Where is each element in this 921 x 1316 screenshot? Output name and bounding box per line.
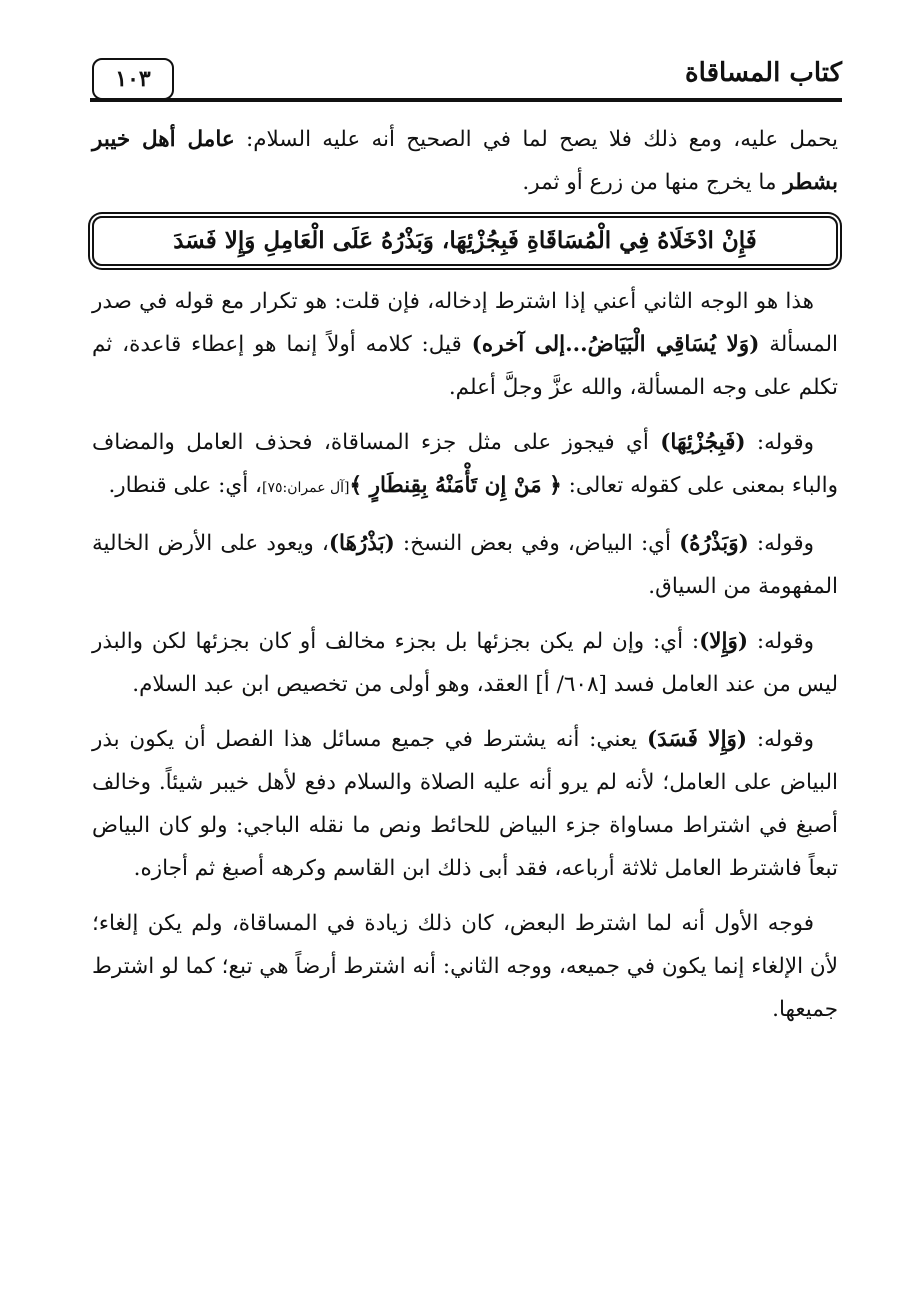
paragraph-7: فوجه الأول أنه لما اشترط البعض، كان ذلك زيادة في المساقاة، ولم يكن إلغاء؛ لأن الإلغاء إنما يكون في جميعه، ووجه الثاني: أنه اشترط أرضاً هي تبع؛ كما لو اشترط جميعها. xyxy=(92,911,838,1022)
paragraph-text: هذا هو الوجه الثاني أعني إذا اشترط إدخاله، فإن قلت: هو تكرار مع قوله في صدر المسألة xyxy=(92,289,838,357)
paragraph-2 xyxy=(92,280,838,409)
paragraph-text: وقوله: xyxy=(745,430,814,455)
paragraph-4 xyxy=(92,522,838,608)
matn-quote: (وَبَذْرُهُ) xyxy=(679,531,749,556)
page-body xyxy=(92,118,838,1043)
paragraph-text: ، ويعود على الأرض الخالية المفهومة من السياق. xyxy=(92,531,838,599)
paragraph-text: ما يخرج منها من زرع أو ثمر. xyxy=(522,170,784,195)
paragraph-1 xyxy=(92,118,838,204)
chapter-title: كتاب المساقاة xyxy=(685,58,842,88)
matn-quote: (وَلا يُسَاقِي الْبَيَاضُ...إلى آخره) xyxy=(471,332,760,357)
variant-reading: (بَذْرُهَا) xyxy=(328,531,395,556)
hadith-quote: عامل أهل خيبر بشطر xyxy=(92,127,838,195)
paragraph-text: : أي: وإن لم يكن بجزئها بل بجزء مخالف أو كان بجزئها لكن والبذر ليس من عند العامل فسد [٦٠٨/ أ] العقد، وهو أولى من تخصيص ابن عبد السلام. xyxy=(92,629,838,697)
paragraph-text: يحمل عليه، ومع ذلك فلا يصح لما في الصحيح أنه عليه السلام: xyxy=(234,127,838,152)
paragraph-text: أي فيجوز على مثل جزء المساقاة، فحذف العامل والمضاف والباء بمعنى على كقوله تعالى: xyxy=(92,430,838,498)
paragraph-text: وقوله: xyxy=(748,629,814,654)
verse-reference: [آل عمران:٧٥] xyxy=(261,480,350,496)
paragraph-text: قيل: كلامه أولاً إنما هو إعطاء قاعدة، ثم تكلم على وجه المسألة، والله عزَّ وجلَّ أعلم. xyxy=(92,332,838,400)
paragraph-text: وقوله: xyxy=(747,727,814,752)
paragraph-text: يعني: أنه يشترط في جميع مسائل هذا الفصل أن يكون بذر البياض على العامل؛ لأنه لم يرو أنه عليه الصلاة والسلام دفع لأهل خيبر شيئاً. وخالف أصبغ في اشتراط مساواة جزء البياض للحائط ونص ما نقله الباجي: ولو كان البياض تبعاً فاشترط العامل ثلاثة أرباعه، فقد أبى ذلك ابن القاسم وكرهه أصبغ ثم أجازه. xyxy=(92,727,838,881)
page-header xyxy=(90,56,842,104)
matn-heading-box xyxy=(92,216,838,266)
page-number: ١٠٣ xyxy=(92,58,174,100)
header-rule xyxy=(90,98,842,102)
paragraph-5 xyxy=(92,620,838,706)
matn-quote: (فَبِجُزْئِهَا) xyxy=(660,430,746,455)
paragraph-6 xyxy=(92,718,838,890)
matn-quote: (وَإِلا فَسَدَ) xyxy=(646,727,748,752)
paragraph-text: ، أي: على قنطار. xyxy=(108,473,262,498)
matn-heading: فَإِنْ ادْخَلَاهُ فِي الْمُسَاقَاةِ فَبِجُزْئِهَا، وَبَذْرُهُ عَلَى الْعَامِلِ وَإِلا فَسَدَ xyxy=(173,227,757,254)
quran-verse: ﴿ مَنْ إِن تَأْمَنْهُ بِقِنطَارٍ ﴾ xyxy=(349,473,562,498)
matn-quote: (وَإِلا) xyxy=(699,629,749,654)
paragraph-3 xyxy=(92,421,838,510)
paragraph-text: أي: البياض، وفي بعض النسخ: xyxy=(394,531,680,556)
paragraph-text: وقوله: xyxy=(748,531,814,556)
